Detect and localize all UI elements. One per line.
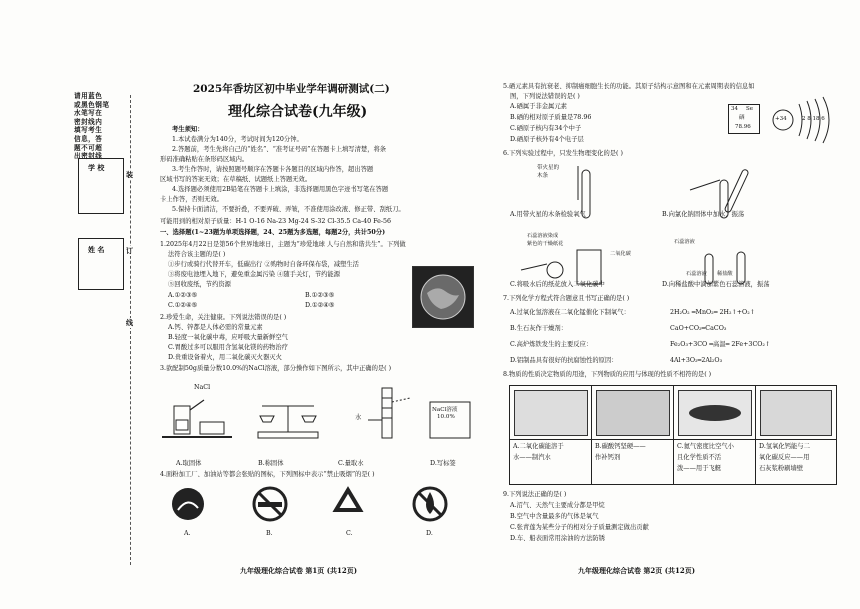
q3-nacl-label: NaCl	[194, 384, 211, 391]
airship-icon	[679, 391, 751, 435]
q2-option-b[interactable]: B.轻度一氧化碳中毒，应呼吸大量新鲜空气	[168, 334, 288, 341]
q3-bottle-pct: 10.0%	[437, 414, 455, 420]
q6-option-a[interactable]: A.用带火星的木条检验氧气	[510, 211, 586, 218]
q7-equation-a: 2H₂O₂ ═MnO₂═ 2H₂↑+O₂↑	[670, 309, 756, 316]
q4-option-d[interactable]: D.	[426, 530, 433, 537]
notice-item: 3.考生作答时，请按照题号顺序在答题卡各题目的区域内作答，超出答题	[172, 166, 374, 173]
cell-name: 硒	[739, 115, 745, 121]
q1-option: ③将废电池埋入地下，避免重金属污染 ④随手关灯，节约能源	[168, 271, 341, 278]
q1-choice-c[interactable]: C.①②④⑤	[168, 302, 198, 309]
q6a-label-1: 带火星的	[537, 165, 560, 171]
notice-item: 区域书写的答案无效；在草稿纸、试题纸上答题无效。	[160, 176, 312, 183]
q8-option-b-2: 作补钙剂	[595, 454, 621, 461]
q2-option-c[interactable]: C.胃酸过多可以服用含氢氧化镁的药物治疗	[168, 344, 288, 351]
school-label: 学 校	[88, 164, 105, 172]
q6a-label-2: 木条	[537, 173, 549, 179]
q7-equation-b: CaO+CO₂═CaCO₃	[670, 325, 727, 332]
q4-signs	[160, 484, 480, 526]
q9-option-d[interactable]: D.车、船表面常用涂油的方法防锈	[510, 535, 605, 542]
q8-option-c-3: 泼——用于飞艇	[677, 465, 722, 472]
cell-symbol: Se	[746, 106, 754, 112]
cell-mass: 78.96	[735, 124, 751, 130]
painting-wall-photo	[760, 390, 832, 436]
sign-a-icon	[172, 488, 204, 520]
no-water-icon	[414, 488, 446, 520]
q6c-label-1: 石蕊溶液染成	[527, 233, 559, 239]
q2-option-a[interactable]: A.钙、锌都是人体必需的常量元素	[168, 324, 263, 331]
q6-option-d[interactable]: D.向稀盐酸中滴加紫色石蕊溶液，振荡	[662, 281, 770, 288]
exam-subtitle: 理化综合试卷(九年级)	[228, 104, 368, 120]
q6-option-c[interactable]: C.将吸水后的纸花放入二氧化碳中	[510, 281, 605, 288]
q1-stem: 1.2025年4月22日是第56个世界地球日，主题为“珍爱地球 人与自然和谐共生”。下列做	[160, 241, 406, 248]
q7-option-a[interactable]: A.过氧化氢溶液在二氧化锰催化下制氧气：	[510, 309, 630, 316]
airship-photo	[678, 390, 752, 436]
q3-option-c[interactable]: C.量取水	[338, 460, 364, 467]
take-solid-figure	[162, 400, 232, 438]
q7-equation-c: Fe₂O₃+3CO ═高温═ 2Fe+3CO₂↑	[670, 341, 771, 348]
q7-option-d[interactable]: D.铝制品具有很好的抗腐蚀性的原因：	[510, 357, 618, 364]
notice-item: 形码准确粘贴在条形码区域内。	[160, 156, 249, 163]
name-label: 姓 名	[88, 246, 105, 254]
weigh-solid-figure	[258, 406, 318, 438]
seal-char-2: 订	[126, 247, 133, 255]
earth-globe-icon	[413, 267, 473, 327]
q8-option-a-2: 水——制汽水	[513, 454, 551, 461]
q8-option-d-2: 氧化碳反应——用	[759, 454, 810, 461]
notice-heading: 考生须知：	[172, 126, 204, 133]
notice-item: 2.答题前，考生先将自己的“姓名”、“准考证号码”在答题卡上填写清楚，将条	[172, 146, 387, 153]
q5-option-a[interactable]: A.硒属于非金属元素	[510, 103, 567, 110]
q8-col-divider	[673, 385, 674, 484]
q2-option-d[interactable]: D.贵重设备着火，用二氧化碳灭火器灭火	[168, 354, 282, 361]
notice-item: 1.本试卷满分为140分，考试时间为120分钟。	[172, 136, 303, 143]
q6c-label-2: 紫色的干燥纸花	[527, 241, 564, 247]
q3-figures	[160, 380, 480, 460]
q3-water-label: 水	[355, 414, 362, 421]
q3-bottle-label: NaCl溶液	[432, 407, 458, 413]
q9-option-c[interactable]: C.张青莲为某些分子的相对分子质量测定做出贡献	[510, 524, 649, 531]
q1-choice-d[interactable]: D.①②④⑤	[305, 302, 335, 309]
q5-stem: 5.硒元素具有抗衰老、抑制癌细胞生长的功能。其原子结构示意图和在元素周期表的信息如	[503, 83, 755, 90]
margin-instructions: 请用蓝色 或黑色钢笔 水笔写在 密封线内 填写考生 信息，答 题不可超 出密封线	[74, 92, 110, 161]
q5-option-c[interactable]: C.硒原子核内有34个中子	[510, 125, 582, 132]
notice-item: 5.保持卡面清洁，不要折叠，不要弄破、弄皱，不准使用涂改液、修正带、刮纸刀。	[172, 206, 405, 213]
q7-stem: 7.下列化学方程式符合题意且书写正确的是( )	[503, 295, 630, 302]
q2-stem: 2.珍爱生命，关注健康。下列说法错误的是( )	[160, 314, 287, 321]
q1-option: ⑤回收废纸，节约资源	[168, 281, 231, 288]
q1-stem-2: 法符合该主题的是( )	[168, 251, 226, 258]
notice-item: 卡上作答，否则无效。	[160, 196, 223, 203]
q3-option-a[interactable]: A.取固体	[176, 460, 202, 467]
cell-atomic-number: 34	[731, 106, 738, 112]
measure-water-figure	[368, 388, 410, 438]
q6d-label-1: 石蕊溶液	[674, 239, 695, 245]
q8-option-d[interactable]: D.氢氧化钙能与二	[759, 443, 810, 450]
q8-col-divider	[591, 385, 592, 484]
q6d-label-3: 稀盐酸	[717, 271, 733, 277]
q6-stem: 6.下列实验过程中，只发生物理变化的是( )	[503, 150, 623, 157]
q1-choice-a[interactable]: A.①②③⑤	[168, 292, 198, 299]
q3-stem: 3.欲配制50g质量分数10.0%的NaCl溶液，部分操作如下图所示，其中正确的是( )	[160, 365, 392, 372]
q7-option-c[interactable]: C.高炉炼铁发生的主要反应：	[510, 341, 593, 348]
q8-option-a[interactable]: A.二氧化碳能溶于	[513, 443, 564, 450]
q4-stem: 4.面粉加工厂、加油站等都会张贴的图标，下列图标中表示“禁止吸烟”的是( )	[160, 471, 375, 478]
q6d-label-2: 石蕊溶液	[686, 271, 707, 277]
q8-option-d-3: 石灰浆粉刷墙壁	[759, 465, 804, 472]
q7-option-b[interactable]: B.生石灰作干燥剂：	[510, 325, 568, 332]
q7-equation-d: 4Al+3O₂═2Al₂O₃	[670, 357, 723, 364]
seal-line	[130, 95, 131, 565]
q8-option-b[interactable]: B.碳酸钙坚硬——	[595, 443, 646, 450]
atom-shells-label: 2 8 18 6	[802, 116, 825, 122]
soda-photo	[514, 390, 588, 436]
atom-nucleus-label: +34	[775, 116, 787, 122]
q1-option: ①步行或骑行代替开车，低碳出行 ②购物时自备环保布袋，减塑生活	[168, 261, 359, 268]
recycle-icon	[336, 490, 360, 510]
q6c-co2-label: 二氧化碳	[610, 251, 631, 257]
q5-option-b[interactable]: B.硒的相对原子质量是78.96	[510, 114, 592, 121]
seal-char-3: 线	[126, 319, 133, 327]
q1-choice-b[interactable]: B.①②③⑤	[305, 292, 335, 299]
exam-title: 2025年香坊区初中毕业学年调研测试(二)	[193, 83, 390, 95]
atomic-masses: 可能用到的相对原子质量：H-1 O-16 Na-23 Mg-24 S-32 Cl-35.5 Ca-40 Fe-56	[160, 218, 392, 225]
page-2-footer: 九年级理化综合试卷 第2页 (共12页)	[578, 566, 696, 575]
q3-option-d[interactable]: D.写标签	[430, 460, 456, 467]
q8-option-c-2: 且化学性质不活	[677, 454, 722, 461]
page-1-footer: 九年级理化综合试卷 第1页 (共12页)	[240, 566, 358, 575]
q9-stem: 9.下列说法正确的是( )	[503, 491, 567, 498]
q5-stem-2: 图，下列说法错误的是( )	[510, 93, 580, 100]
q4-option-b[interactable]: B.	[266, 530, 273, 537]
calcium-pills-photo	[596, 390, 670, 436]
no-smoking-icon	[254, 488, 286, 520]
q9-option-a[interactable]: A.沼气、天然气主要成分都是甲烷	[510, 502, 605, 509]
earth-photo	[412, 266, 474, 328]
q9-option-b[interactable]: B.空气中含量最多的气体是氧气	[510, 513, 599, 520]
q6-option-b[interactable]: B.向氯化钠固体中加水，振荡	[662, 211, 745, 218]
seal-char-1: 装	[126, 171, 133, 179]
q8-option-c[interactable]: C.氦气密度比空气小	[677, 443, 734, 450]
q8-stem: 8.物质的性质决定物质的用途，下列物质的应用与体现的性质不相符的是( )	[503, 371, 712, 378]
q5-option-d[interactable]: D.硒原子核外有4个电子层	[510, 136, 584, 143]
section-1-heading: 一、选择题(1~23题为单项选择题，24、25题为多选题，每题2分，共计50分)	[160, 229, 386, 236]
notice-item: 4.选择题必须使用2B铅笔在答题卡上填涂，非选择题用黑色字迹书写笔在答题	[172, 186, 389, 193]
q4-option-a[interactable]: A.	[184, 530, 191, 537]
q4-option-c[interactable]: C.	[346, 530, 353, 537]
q3-option-b[interactable]: B.称固体	[258, 460, 284, 467]
q8-col-divider	[755, 385, 756, 484]
